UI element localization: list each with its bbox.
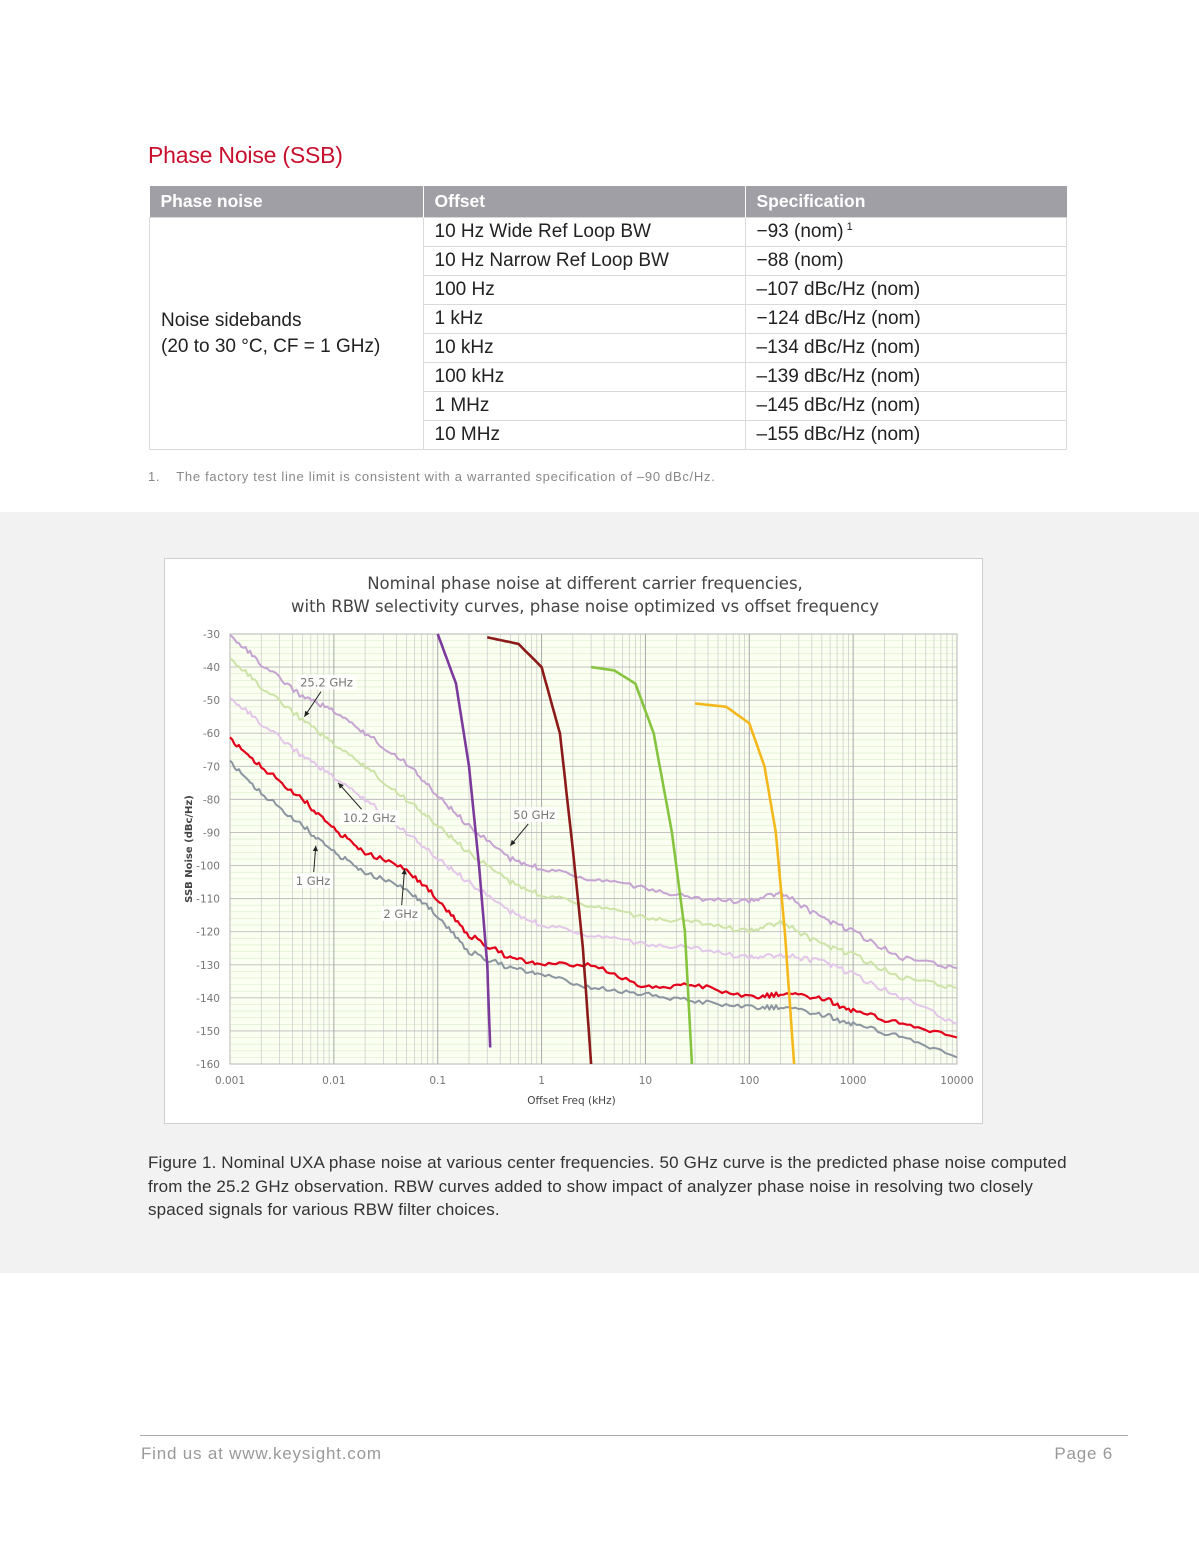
phase-noise-table	[149, 186, 1067, 450]
offset-cell: 10 Hz Narrow Ref Loop BW	[423, 247, 745, 276]
spec-cell	[745, 421, 1067, 450]
y-tick-label: -80	[202, 794, 220, 807]
x-tick-label: 100	[739, 1075, 760, 1087]
footer-website: Find us at www.keysight.com	[141, 1444, 382, 1463]
spec-value: −124 dBc/Hz (nom)	[756, 308, 921, 329]
chart-svg	[165, 559, 982, 1123]
annotation-label: 50 GHz	[513, 807, 556, 822]
footnote-text: The factory test line limit is consistent with a warranted specification of –90 dBc/Hz.	[176, 469, 716, 484]
group-label-line2: (20 to 30 °C, CF = 1 GHz)	[161, 335, 381, 357]
y-tick-label: -110	[196, 893, 220, 906]
y-tick-label: -90	[202, 827, 220, 840]
table-body	[150, 218, 1067, 450]
chart-title-line2: with RBW selectivity curves, phase noise optimized vs offset frequency	[290, 597, 880, 616]
offset-cell: 10 kHz	[423, 334, 745, 363]
spec-cell	[745, 247, 1067, 276]
x-tick-label: 10	[638, 1075, 653, 1087]
footer-divider	[140, 1435, 1128, 1436]
spec-value: –134 dBc/Hz (nom)	[756, 337, 921, 358]
offset-cell: 100 Hz	[423, 276, 745, 305]
spec-cell	[745, 392, 1067, 421]
y-tick-label: -120	[196, 926, 220, 939]
spec-value: –139 dBc/Hz (nom)	[756, 366, 921, 387]
x-tick-label: 0.01	[322, 1075, 346, 1087]
spec-cell	[745, 305, 1067, 334]
spec-cell	[745, 276, 1067, 305]
offset-cell: 1 MHz	[423, 392, 745, 421]
footnote	[148, 469, 715, 484]
offset-cell: 10 Hz Wide Ref Loop BW	[423, 218, 745, 247]
y-tick-label: -130	[196, 959, 220, 972]
y-tick-label: -30	[202, 629, 220, 641]
y-tick-label: -40	[202, 662, 220, 675]
x-tick-label: 0.1	[429, 1075, 447, 1087]
phase-noise-chart	[164, 558, 983, 1124]
table-row	[150, 218, 1067, 247]
spec-value: −93 (nom)	[756, 221, 844, 242]
footnote-ref: 1	[846, 221, 853, 233]
table-header-row	[150, 186, 1067, 218]
header-offset: Offset	[423, 186, 745, 218]
header-phase-noise: Phase noise	[150, 186, 424, 218]
y-tick-label: -50	[202, 695, 220, 708]
spec-cell	[745, 218, 1067, 247]
noise-sidebands-cell	[150, 218, 424, 450]
figure-caption: Figure 1. Nominal UXA phase noise at various center frequencies. 50 GHz curve is the predicted phase noise computed from the 25.2 GHz observation. RBW curves added to show impact of analyzer phase noise in resolving two closely spaced signals for various RBW filter choices.	[148, 1153, 1067, 1219]
plot-area	[230, 634, 957, 1064]
group-label-line1: Noise sidebands	[161, 309, 302, 331]
annotation-label: 10.2 GHz	[342, 811, 396, 826]
spec-value: –107 dBc/Hz (nom)	[756, 279, 921, 300]
y-tick-label: -150	[196, 1025, 220, 1038]
spec-value: −88 (nom)	[756, 250, 844, 271]
x-tick-label: 1000	[839, 1075, 867, 1087]
y-tick-label: -160	[196, 1059, 220, 1071]
annotation-label: 25.2 GHz	[300, 675, 353, 690]
spec-value: –155 dBc/Hz (nom)	[756, 424, 921, 445]
offset-cell: 10 MHz	[423, 421, 745, 450]
annotation-label: 1 GHz	[295, 874, 331, 889]
y-tick-label: -70	[202, 761, 220, 774]
y-axis-label: SSB Noise (dBc/Hz)	[184, 795, 195, 903]
spec-cell	[745, 363, 1067, 392]
header-specification: Specification	[745, 186, 1067, 218]
section-title: Phase Noise (SSB)	[148, 142, 343, 168]
page-number: Page 6	[1054, 1444, 1113, 1463]
offset-cell: 100 kHz	[423, 363, 745, 392]
y-tick-label: -100	[196, 860, 220, 873]
spec-cell	[745, 334, 1067, 363]
x-tick-label: 1	[538, 1075, 545, 1087]
chart-title-line1: Nominal phase noise at different carrier frequencies,	[367, 574, 803, 593]
x-tick-label: 10000	[940, 1075, 974, 1087]
annotation-label: 2 GHz	[383, 907, 418, 922]
x-axis-label: Offset Freq (kHz)	[527, 1095, 616, 1107]
y-tick-label: -60	[202, 728, 220, 741]
offset-cell: 1 kHz	[423, 305, 745, 334]
x-tick-label: 0.001	[214, 1075, 246, 1087]
spec-value: –145 dBc/Hz (nom)	[756, 395, 921, 416]
footnote-number: 1.	[148, 469, 161, 484]
y-tick-label: -140	[196, 992, 220, 1005]
